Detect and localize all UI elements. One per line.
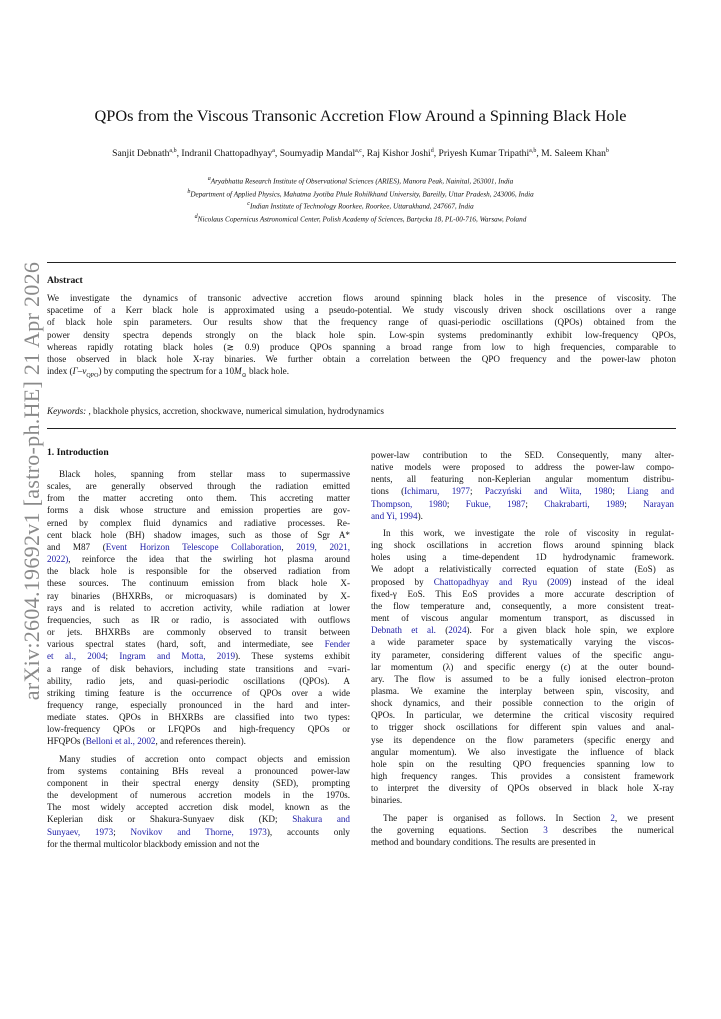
- text-line: hole spin on the resulting QPO frequencies spanning low to: [371, 758, 674, 769]
- intro-paragraph-4: [371, 527, 674, 807]
- text-line: the flow temperature and, consequently, a more consistent treat-: [371, 600, 674, 611]
- column-right: [371, 449, 674, 848]
- text-line: Black holes, spanning from stellar mass to supermassive: [59, 469, 350, 479]
- text-line: high frequency ranges. This provides a consistent framework: [371, 771, 674, 782]
- text-line: Sunyaev, 1973; Novikov and Thorne, 1973), accounts only: [47, 826, 350, 837]
- paper-title: QPOs from the Viscous Transonic Accretion Flow Around a Spinning Black Hole: [94, 106, 627, 125]
- text-line: ing shock oscillations in accretion flows around spinning black: [371, 540, 674, 551]
- intro-paragraph-5: [371, 812, 674, 848]
- text-line: and Yi, 1994).: [371, 510, 423, 521]
- text-line: power density spectra depends strongly on the black hole spin. Low-spin systems predominantly exhibit low-frequency QPOs,: [47, 329, 676, 340]
- text-line: shock dynamics, and their possible connection to the origin of: [371, 698, 674, 709]
- section-heading-introduction: 1. Introduction: [47, 447, 109, 458]
- affiliation-d: $^d$Nicolaus Copernicus Astronomical Center, Polish Academy of Sciences, Bartycka 18, PL-00-716, Warsaw, Poland: [194, 213, 527, 224]
- text-line: angular momentum). We also investigate the influence of black: [371, 746, 674, 757]
- text-line: Thompson, 1980; Fukue, 1987; Chakrabarti, 1989; Narayan: [371, 498, 674, 509]
- text-line: those observed in black hole X-ray binaries. We further obtain a correlation between the QPO frequency and the power-law photon: [47, 354, 676, 365]
- bottom-rule: [47, 428, 676, 429]
- top-rule: [47, 262, 676, 263]
- text-line: ity parameter, considering different values of the specific angu-: [371, 649, 674, 660]
- text-line: holes using a time-dependent 1D hydrodynamic framework.: [371, 552, 674, 563]
- text-line: whereas rapidly rotating black holes (≳ 0.9) produce QPOs spanning a broad range from low to high frequencies, comparable to: [47, 341, 676, 352]
- text-line: the governing equations. Section 3 describes the numerical: [371, 824, 674, 835]
- text-line: the development of numerous accretion models in the 1970s.: [47, 790, 350, 801]
- text-line: cent black hole (BH) shadow images, such as those of Sgr A*: [47, 529, 350, 540]
- text-line: Many studies of accretion onto compact objects and emission: [59, 753, 350, 764]
- text-line: erned by complex fluid dynamics and radiative processes. Re-: [47, 517, 350, 528]
- abstract-body: [47, 292, 676, 382]
- text-line: rays and is related to accretion activity, while radiation at lower: [47, 602, 350, 613]
- text-line: component in their spectral energy density (SED), prompting: [47, 777, 350, 788]
- affiliation-c: $^c$Indian Institute of Technology Roorkee, Roorkee, Uttarakhand, 247667, India: [247, 201, 474, 211]
- text-line: or jets. BHXRBs are commonly observed to transit between: [47, 627, 350, 638]
- text-line: The paper is organised as follows. In Section 2, we present: [383, 812, 674, 823]
- affiliation-a: $^a$Aryabhatta Research Institute of Observational Sciences (ARIES), Manora Peak, Nainital, 263001, India: [207, 176, 514, 186]
- text-line: proposed by Chattopadhyay and Ryu (2009) instead of the ideal: [371, 576, 674, 587]
- affiliation-b: $^b$Department of Applied Physics, Mahatma Jyotiba Phule Rohilkhand University, Bareilly, Uttar Pradesh, 243006, India: [187, 188, 534, 198]
- text-line: power-law contribution to the SED. Consequently, many alter-: [371, 450, 674, 460]
- text-line: Keplerian disk or Shakura-Sunyaev disk (KD; Shakura and: [47, 814, 350, 825]
- text-line: et al., 2004; Ingram and Motta, 2019). These systems exhibit: [47, 651, 351, 662]
- text-line: from systems containing BHs reveal a pronounced power-law: [47, 765, 350, 776]
- arxiv-sidebar-stamp: arXiv:2604.19692v1 [astro-ph.HE] 21 Apr 2026: [19, 261, 44, 701]
- text-line: a wide parameter space by systematically varying the viscos-: [371, 637, 674, 648]
- text-line: frequency range, especially pronounced in the hard and inter-: [47, 699, 350, 710]
- text-line: HFQPOs (Belloni et al., 2002, and references therein).: [47, 736, 246, 747]
- author-list: Sanjit Debnath$^{a,b}$, Indranil Chattopadhyay$^a$, Soumyadip Mandal$^{a,c}$, Raj Kishor Joshi$^d$, Priyesh Kumar Tripathi$^{a,b}$, M. Saleem Khan$^b$: [112, 148, 609, 160]
- text-line: Debnath et al. (2024). For a given black hole spin, we explore: [371, 625, 674, 636]
- text-line: ary. The flow is assumed to be a fully ionised electron–proton: [371, 673, 674, 684]
- text-line: method and boundary conditions. The results are presented in: [371, 836, 596, 847]
- text-line: for the thermal multicolor blackbody emission and not the: [47, 838, 260, 849]
- text-line: plasma. We examine the interplay between spin, viscosity, and: [371, 685, 674, 696]
- text-line: various spectral states (hard, soft, and intermediate, see Fender: [47, 639, 350, 650]
- text-line: scales, are generally observed through the radiation emitted: [47, 481, 350, 492]
- text-line: In this work, we investigate the role of viscosity in regulat-: [383, 527, 674, 538]
- text-line: forms a disk whose structure and emission properties are gov-: [47, 505, 350, 516]
- text-line: fixed-γ EoS. This EoS provides a more accurate description of: [371, 588, 674, 599]
- text-line: of black hole spin parameters. Our results show that the frequency range of quasi-periodic oscillations (QPOs) obtained from the: [47, 317, 676, 328]
- column-left: [47, 447, 350, 850]
- text-line: striking timing feature is the occurrence of QPOs over a wide: [47, 687, 350, 698]
- keywords-label: Keywords:: [47, 406, 87, 416]
- text-line: binaries.: [371, 795, 403, 806]
- text-line: the black hole is responsible for the observed radiation from: [47, 566, 350, 577]
- text-line: from the matter accreting onto them. This accreting matter: [47, 493, 350, 504]
- text-line: lar momentum (λ) and specific energy (ϵ) at the outer bound-: [371, 661, 674, 672]
- text-line: to trigger shock oscillations for different spin values and anal-: [371, 722, 674, 733]
- text-line: ment of viscous angular momentum transport, as discussed in: [371, 613, 674, 624]
- text-line: low-frequency QPOs or LFQPOs and high-frequency QPOs or: [47, 724, 350, 735]
- text-line: these sources. The continuum emission from black hole X-: [47, 578, 350, 589]
- text-line: ray binaries (BHXRBs, or microquasars) is dominated by X-: [47, 590, 350, 601]
- text-line: a range of disk behaviors, including state transitions and =vari-: [47, 663, 350, 674]
- text-line: index $(\Gamma-\nu_{QPO})$ by computing the spectrum for a $10M_⊙$ black hole.: [47, 366, 289, 380]
- abstract-heading: Abstract: [47, 275, 83, 286]
- text-line: The most widely accepted accretion disk model, known as the: [47, 802, 350, 813]
- keywords: [47, 406, 384, 416]
- text-line: ability, radio jets, and quasi-periodic oscillations (QPOs). A: [47, 675, 350, 686]
- text-line: We adopt a relativistically corrected equation of state (EoS) as: [371, 564, 674, 575]
- text-line: We investigate the dynamics of transonic advective accretion flows around spinning black holes in the presence of viscosity. The: [47, 293, 676, 303]
- intro-paragraph-1: [47, 468, 350, 748]
- text-line: 2022), reinforce the idea that the swirling hot plasma around: [47, 554, 350, 565]
- text-line: tions (Ichimaru, 1977; Paczyński and Wiita, 1980; Liang and: [371, 486, 675, 497]
- intro-paragraph-2: [47, 753, 350, 850]
- text-line: frequencies, such as IR or radio, is associated with outflows: [47, 614, 350, 625]
- text-line: nents, all featuring non-Keplerian angular momentum distribu-: [371, 474, 674, 485]
- text-line: to interpret the diversity of QPOs observed in black hole X-ray: [371, 783, 674, 794]
- text-line: mediate states. QPOs in BHXRBs are classified into two types:: [47, 712, 350, 723]
- affiliations: [0, 174, 721, 224]
- text-line: QPOs. In particular, we determine the critical viscosity required: [371, 710, 674, 721]
- text-line: native models were proposed to address the power-law compo-: [371, 462, 674, 473]
- intro-paragraph-3: [371, 449, 674, 522]
- text-line: yse its dependence on the flow parameters (specific energy and: [371, 734, 674, 745]
- text-line: spacetime of a Kerr black hole is approximated using a pseudo-potential. We study viscously driven shock oscillations over a range: [47, 305, 676, 316]
- keywords-text: , blackhole physics, accretion, shockwave, numerical simulation, hydrodynamics: [86, 406, 384, 416]
- text-line: and M87 (Event Horizon Telescope Collaboration, 2019, 2021,: [47, 541, 351, 552]
